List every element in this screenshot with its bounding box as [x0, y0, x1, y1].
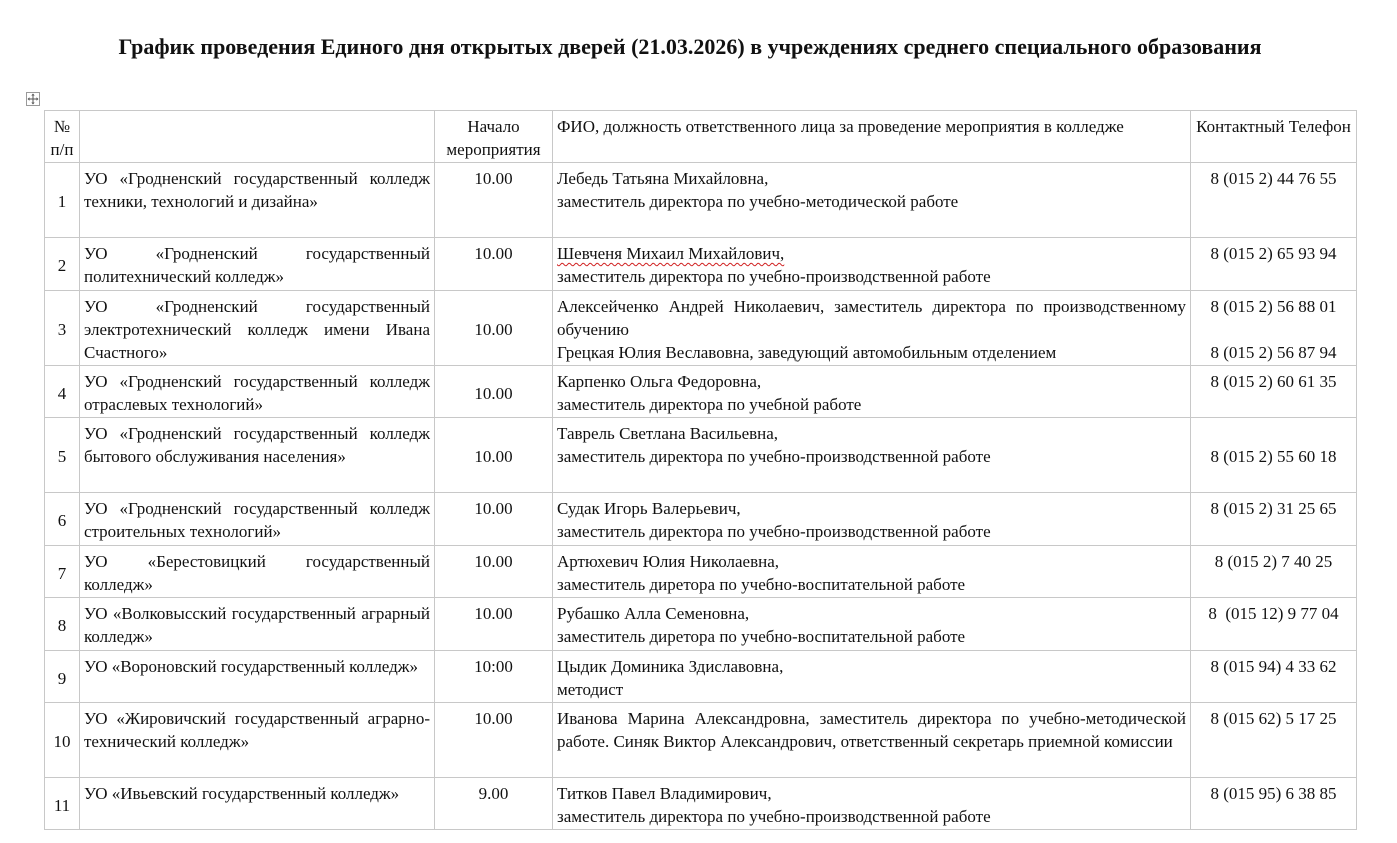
responsible-person	[553, 238, 1191, 291]
college-name: УО «Ивьевский государственный колледж»	[80, 778, 435, 830]
contact-phone: 8 (015 62) 5 17 25	[1191, 703, 1357, 778]
row-number: 4	[45, 366, 80, 418]
table-row	[45, 493, 1357, 546]
four-arrows-move-icon[interactable]	[26, 92, 40, 106]
start-time: 10.00	[435, 366, 553, 418]
start-time: 10.00	[435, 703, 553, 778]
contact-phone	[1191, 291, 1357, 366]
person-2: Грецкая Юлия Веславовна, заведующий автомобильным отделением	[557, 343, 1057, 362]
person-name: Таврель Светлана Васильевна,	[557, 424, 779, 443]
person-name: Судак Игорь Валерьевич,	[557, 499, 741, 518]
responsible-person	[553, 418, 1191, 493]
person-position: заместитель директора по учебно-производственной работе	[557, 447, 991, 466]
person-name: Цыдик Доминика Здиславовна,	[557, 657, 784, 676]
person-position: заместитель директора по учебной работе	[557, 395, 862, 414]
table-row	[45, 163, 1357, 238]
college-name: УО «Гродненский государственный колледж техники, технологий и дизайна»	[80, 163, 435, 238]
contact-phone: 8 (015 12) 9 77 04	[1191, 598, 1357, 651]
responsible-person	[553, 651, 1191, 703]
contact-phone: 8 (015 94) 4 33 62	[1191, 651, 1357, 703]
college-name: УО «Гродненский государственный колледж отраслевых технологий»	[80, 366, 435, 418]
start-time: 10.00	[435, 238, 553, 291]
phone-1: 8 (015 2) 56 88 01	[1210, 297, 1337, 316]
contact-phone: 8 (015 2) 44 76 55	[1191, 163, 1357, 238]
contact-phone: 8 (015 2) 31 25 65	[1191, 493, 1357, 546]
start-time: 9.00	[435, 778, 553, 830]
responsible-person	[553, 598, 1191, 651]
start-time: 10.00	[435, 418, 553, 493]
college-name: УО «Гродненский государственный колледж бытового обслуживания населения»	[80, 418, 435, 493]
table-row	[45, 366, 1357, 418]
contact-phone: 8 (015 2) 7 40 25	[1191, 546, 1357, 598]
page-title: График проведения Единого дня открытых дверей (21.03.2026) в учреждениях среднего специального образования	[118, 34, 1262, 59]
college-name: УО «Гродненский государственный электротехнический колледж имени Ивана Счастного»	[80, 291, 435, 366]
table-row	[45, 598, 1357, 651]
start-time: 10.00	[435, 163, 553, 238]
row-number: 7	[45, 546, 80, 598]
table-header-row	[45, 111, 1357, 163]
college-name: УО «Гродненский государственный колледж строительных технологий»	[80, 493, 435, 546]
person-1: Алексейченко Андрей Николаевич, заместитель директора по производственному обучению	[557, 297, 1186, 339]
row-number: 5	[45, 418, 80, 493]
start-time: 10.00	[435, 493, 553, 546]
responsible-person: Иванова Марина Александровна, заместитель директора по учебно-методической работе. Синяк Виктор Александрович, ответственный секретарь приемной комиссии	[553, 703, 1191, 778]
person-name: Лебедь Татьяна Михайловна,	[557, 169, 769, 188]
college-name: УО «Гродненский государственный политехнический колледж»	[80, 238, 435, 291]
responsible-person	[553, 291, 1191, 366]
contact-phone: 8 (015 2) 60 61 35	[1191, 366, 1357, 418]
person-position: методист	[557, 680, 624, 699]
start-time: 10:00	[435, 651, 553, 703]
person-position: заместитель директора по учебно-производственной работе	[557, 807, 991, 826]
person-name: Артюхевич Юлия Николаевна,	[557, 552, 780, 571]
start-time: 10.00	[435, 546, 553, 598]
person-name: Титков Павел Владимирович,	[557, 784, 772, 803]
person-position: заместитель диретора по учебно-воспитательной работе	[557, 575, 966, 594]
person-position: заместитель директора по учебно-производственной работе	[557, 267, 991, 286]
schedule-table	[44, 110, 1357, 830]
college-name: УО «Берестовицкий государственный колледж»	[80, 546, 435, 598]
table-row	[45, 418, 1357, 493]
row-number: 8	[45, 598, 80, 651]
responsible-person	[553, 546, 1191, 598]
header-num: № п/п	[45, 111, 80, 163]
table-row	[45, 291, 1357, 366]
table-row	[45, 651, 1357, 703]
row-number: 3	[45, 291, 80, 366]
header-fio: ФИО, должность ответственного лица за проведение мероприятия в колледже	[553, 111, 1191, 163]
row-number: 6	[45, 493, 80, 546]
contact-phone: 8 (015 2) 55 60 18	[1191, 418, 1357, 493]
college-name: УО «Жировичский государственный аграрно-технический колледж»	[80, 703, 435, 778]
phone-2: 8 (015 2) 56 87 94	[1210, 343, 1337, 362]
row-number: 2	[45, 238, 80, 291]
table-row	[45, 778, 1357, 830]
header-start: Начало мероприятия	[435, 111, 553, 163]
responsible-person	[553, 366, 1191, 418]
responsible-person	[553, 163, 1191, 238]
contact-phone: 8 (015 2) 65 93 94	[1191, 238, 1357, 291]
row-number: 9	[45, 651, 80, 703]
college-name: УО «Вороновский государственный колледж»	[80, 651, 435, 703]
table-row	[45, 703, 1357, 778]
row-number: 10	[45, 703, 80, 778]
person-position: заместитель диретора по учебно-воспитательной работе	[557, 627, 966, 646]
college-name: УО «Волковысский государственный аграрный колледж»	[80, 598, 435, 651]
responsible-person	[553, 493, 1191, 546]
table-row	[45, 238, 1357, 291]
responsible-person	[553, 778, 1191, 830]
person-name: Рубашко Алла Семеновна,	[557, 604, 750, 623]
header-phone: Контактный Телефон	[1191, 111, 1357, 163]
contact-phone: 8 (015 95) 6 38 85	[1191, 778, 1357, 830]
person-position: заместитель директора по учебно-методической работе	[557, 192, 959, 211]
person-name: Шевченя Михаил Михайлович,	[557, 244, 785, 263]
start-time: 10.00	[435, 598, 553, 651]
person-name: Карпенко Ольга Федоровна,	[557, 372, 762, 391]
header-org	[80, 111, 435, 163]
table-row	[45, 546, 1357, 598]
start-time: 10.00	[435, 291, 553, 366]
row-number: 1	[45, 163, 80, 238]
row-number: 11	[45, 778, 80, 830]
person-position: заместитель директора по учебно-производственной работе	[557, 522, 991, 541]
